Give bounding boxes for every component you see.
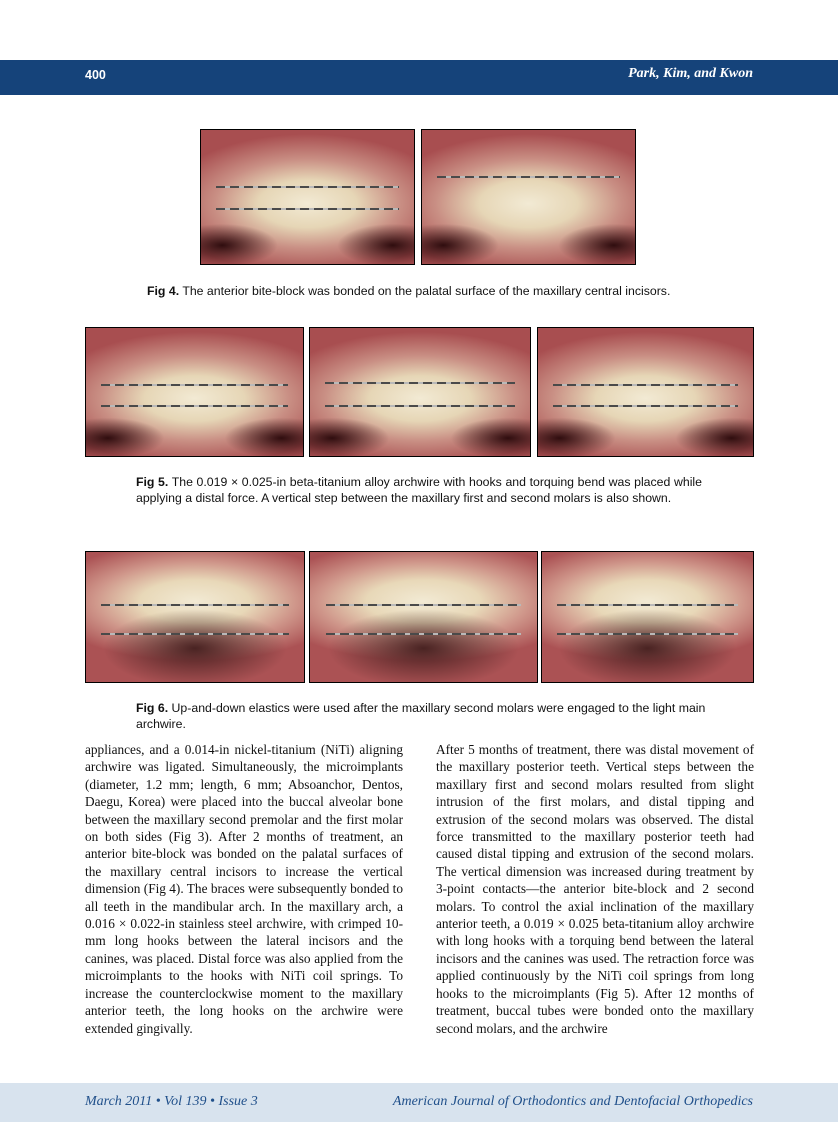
archwire [101, 384, 288, 386]
fig6-caption [136, 701, 711, 732]
fig5-caption [136, 475, 702, 506]
figure-label: Fig 5. [136, 475, 169, 489]
figure-label: Fig 4. [147, 284, 180, 298]
archwire [326, 604, 521, 606]
body-column-right: After 5 months of treatment, there was distal movement of the maxillary posterior teeth. Vertical steps between the maxillary first and second molars resulted from slight intrusion of the first molars, and distal tipping and extrusion of the second molars was observed. The distal force transmitted to the maxillary posterior teeth had caused distal tipping and extrusion of the second molars. The vertical dimension was increased during treatment by 3-point contacts—the anterior bite-block and 2 second molars. To control the axial inclination of the maxillary anterior teeth, a 0.019 × 0.025 beta-titanium alloy archwire with long hooks with a torquing bend between the lateral incisors and the canines was used. The retraction force was applied continuously by the NiTi coil springs from long hooks to the microimplants (Fig 5). After 12 months of treatment, buccal tubes were bonded onto the maxillary second molars, and the archwire [436, 742, 754, 1036]
archwire [557, 604, 738, 606]
fig4-photo-frontal [200, 129, 415, 265]
archwire [101, 604, 289, 606]
fig4-caption [147, 284, 707, 300]
fig5-photo-right [85, 327, 304, 457]
body-column-left: appliances, and a 0.014-in nickel-titanium (NiTi) aligning archwire was ligated. Simultaneously, the microimplants (diameter, 1.2 mm; length, 6 mm; Absoanchor, Dentos, Daegu, Korea) were placed into the buccal alveolar bone between the maxillary second premolar and the first molar on both sides (Fig 3). After 2 months of treatment, an anterior bite-block was bonded on the palatal surfaces of the maxillary central incisors to increase the vertical dimension (Fig 4). The braces were subsequently bonded to all teeth in the mandibular arch. In the maxillary arch, a 0.016 × 0.022-in stainless steel archwire, with crimped 10-mm long hooks between the lateral incisors and the canines, was placed. Distal force was also applied from the microimplants to the hooks with NiTi coil springs. To increase the counterclockwise moment to the maxillary anterior teeth, the long hooks on the archwire were extended gingivally. [85, 742, 403, 1036]
running-authors: Park, Kim, and Kwon [628, 66, 753, 81]
fig4-photo-occlusal [421, 129, 636, 265]
archwire [101, 405, 288, 407]
fig6-photo-left [541, 551, 754, 683]
archwire [553, 384, 738, 386]
caption-text: The 0.019 × 0.025-in beta-titanium alloy archwire with hooks and torquing bend was placed while applying a distal force. A vertical step between the maxillary first and second molars is also shown. [136, 475, 702, 505]
journal-title: American Journal of Orthodontics and Dentofacial Orthopedics [392, 1094, 753, 1109]
archwire [557, 633, 738, 635]
page-number: 400 [85, 68, 106, 82]
figure-label: Fig 6. [136, 701, 169, 715]
archwire [553, 405, 738, 407]
caption-text: The anterior bite-block was bonded on the palatal surface of the maxillary central incisors. [182, 284, 671, 298]
running-footer [0, 1083, 838, 1122]
archwire [101, 633, 289, 635]
caption-text: Up-and-down elastics were used after the maxillary second molars were engaged to the light main archwire. [136, 701, 706, 731]
fig6-photo-frontal [309, 551, 538, 683]
archwire [325, 405, 514, 407]
issue-info: March 2011 • Vol 139 • Issue 3 [85, 1094, 258, 1109]
archwire [437, 176, 620, 178]
archwire [326, 633, 521, 635]
fig5-photo-frontal [309, 327, 531, 457]
archwire [216, 208, 399, 210]
archwire [325, 382, 514, 384]
fig5-photo-left [537, 327, 754, 457]
archwire [216, 186, 399, 188]
fig6-photo-right [85, 551, 305, 683]
running-header [0, 60, 838, 95]
